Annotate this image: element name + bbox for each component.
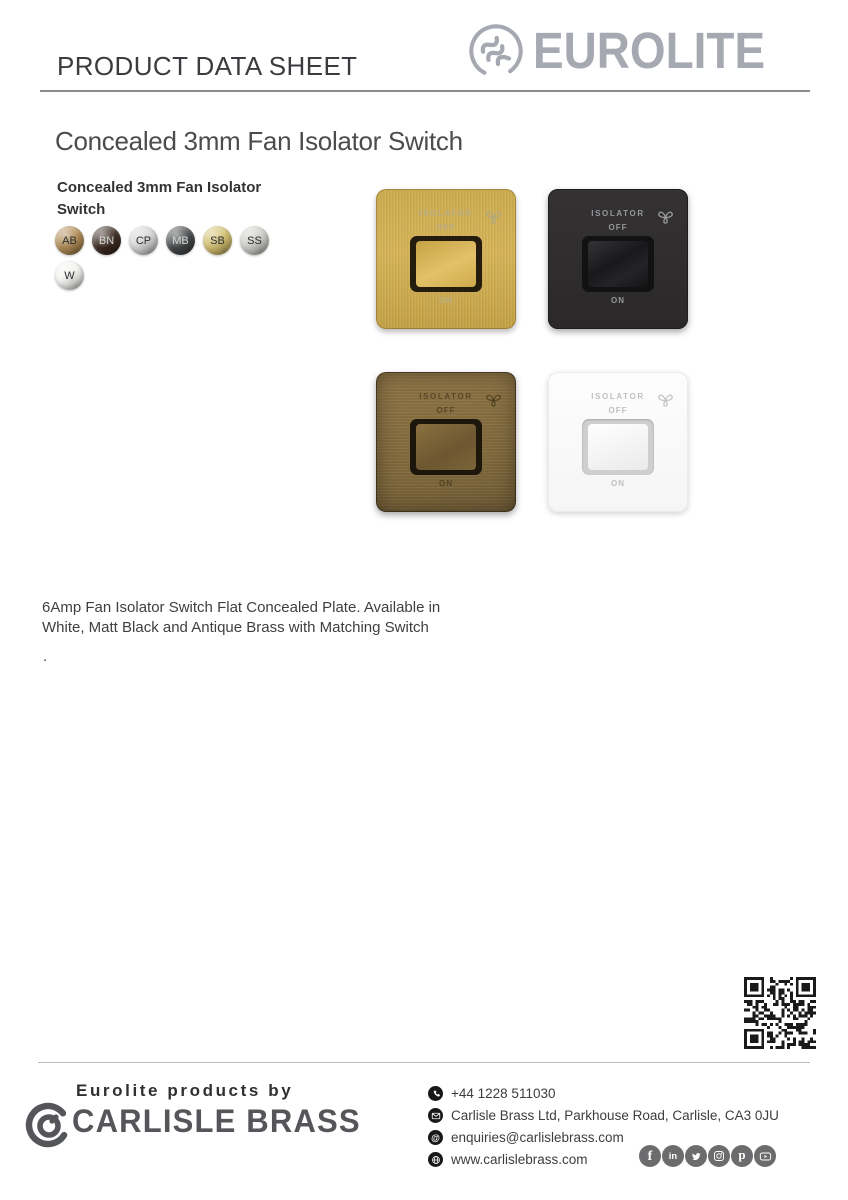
facebook-icon[interactable]: f (639, 1145, 661, 1167)
fan-icon (480, 204, 507, 231)
instagram-icon[interactable] (708, 1145, 730, 1167)
footer-tagline: Eurolite products by (76, 1081, 294, 1100)
product-subtitle: Concealed 3mm Fan Isolator Switch (57, 179, 262, 218)
finish-swatch-ss (240, 226, 269, 255)
finish-swatch-cp (129, 226, 158, 255)
contact-email (428, 1130, 779, 1145)
finish-code: AB (62, 234, 77, 247)
contact-address-text: Carlisle Brass Ltd, Parkhouse Road, Carlisle, CA3 0JU (451, 1108, 779, 1123)
off-label: OFF (436, 223, 456, 232)
description-trailing-mark: . (43, 648, 48, 665)
eurolite-logo-text: EUROLITE (533, 22, 766, 79)
product-image-white (548, 372, 688, 512)
rocker-switch (582, 236, 654, 292)
rocker (588, 424, 648, 470)
finish-swatch-sb (203, 226, 232, 255)
isolator-label: ISOLATOR (591, 209, 645, 218)
isolator-label: ISOLATOR (591, 392, 645, 401)
fan-icon (652, 204, 679, 231)
on-label: ON (611, 296, 625, 305)
footer-brand: CARLISLE BRASS (72, 1103, 361, 1139)
page-title: PRODUCT DATA SHEET (57, 51, 358, 81)
off-label: OFF (436, 406, 456, 415)
twitter-icon[interactable] (685, 1145, 707, 1167)
off-label: OFF (608, 223, 628, 232)
rocker (416, 424, 476, 470)
qr-code (744, 977, 816, 1049)
rocker-switch (410, 419, 482, 475)
finish-swatch-ab (55, 226, 84, 255)
on-label: ON (439, 479, 453, 488)
product-description: 6Amp Fan Isolator Switch Flat Concealed Plate. Available in White, Matt Black and Antique Brass with Matching Switch (42, 599, 441, 636)
finish-swatch-list (55, 226, 300, 290)
mail-icon (428, 1108, 443, 1123)
finish-code: W (64, 269, 75, 282)
phone-icon (428, 1086, 443, 1101)
product-image-grid (376, 189, 688, 512)
on-label: ON (611, 479, 625, 488)
finish-code: CP (135, 234, 152, 247)
youtube-icon[interactable] (754, 1145, 776, 1167)
rocker-switch (582, 419, 654, 475)
finish-code: SB (210, 234, 225, 247)
rocker (416, 241, 476, 287)
header-divider (40, 90, 810, 92)
rocker-switch (410, 236, 482, 292)
fan-icon (652, 387, 679, 414)
social-links (639, 1145, 776, 1167)
product-image-satin-brass (376, 189, 516, 329)
off-label: OFF (608, 406, 628, 415)
contact-phone (428, 1086, 779, 1101)
isolator-label: ISOLATOR (419, 392, 473, 401)
globe-icon (428, 1152, 443, 1167)
eurolite-logo (467, 22, 791, 80)
footer-divider (38, 1062, 810, 1063)
finish-swatch-mb (166, 226, 195, 255)
contact-email-text[interactable]: enquiries@carlislebrass.com (451, 1130, 624, 1145)
product-image-matt-black (548, 189, 688, 329)
finish-code: MB (172, 234, 189, 247)
linkedin-icon[interactable]: in (662, 1145, 684, 1167)
contact-address (428, 1108, 779, 1123)
at-icon: @ (428, 1130, 443, 1145)
eurolite-logo-icon (467, 22, 525, 80)
rocker (588, 241, 648, 287)
isolator-label: ISOLATOR (419, 209, 473, 218)
contact-phone-text: +44 1228 511030 (451, 1086, 556, 1101)
finish-swatch-bn (92, 226, 121, 255)
finish-swatch-w (55, 261, 84, 290)
carlisle-brass-logo-icon (24, 1101, 72, 1149)
on-label: ON (439, 296, 453, 305)
finish-code: SS (247, 234, 262, 247)
product-image-antique-brass (376, 372, 516, 512)
pinterest-icon[interactable]: p (731, 1145, 753, 1167)
fan-icon (480, 387, 507, 414)
product-title: Concealed 3mm Fan Isolator Switch (55, 126, 463, 156)
finish-code: BN (98, 234, 115, 247)
contact-website-text[interactable]: www.carlislebrass.com (451, 1152, 588, 1167)
